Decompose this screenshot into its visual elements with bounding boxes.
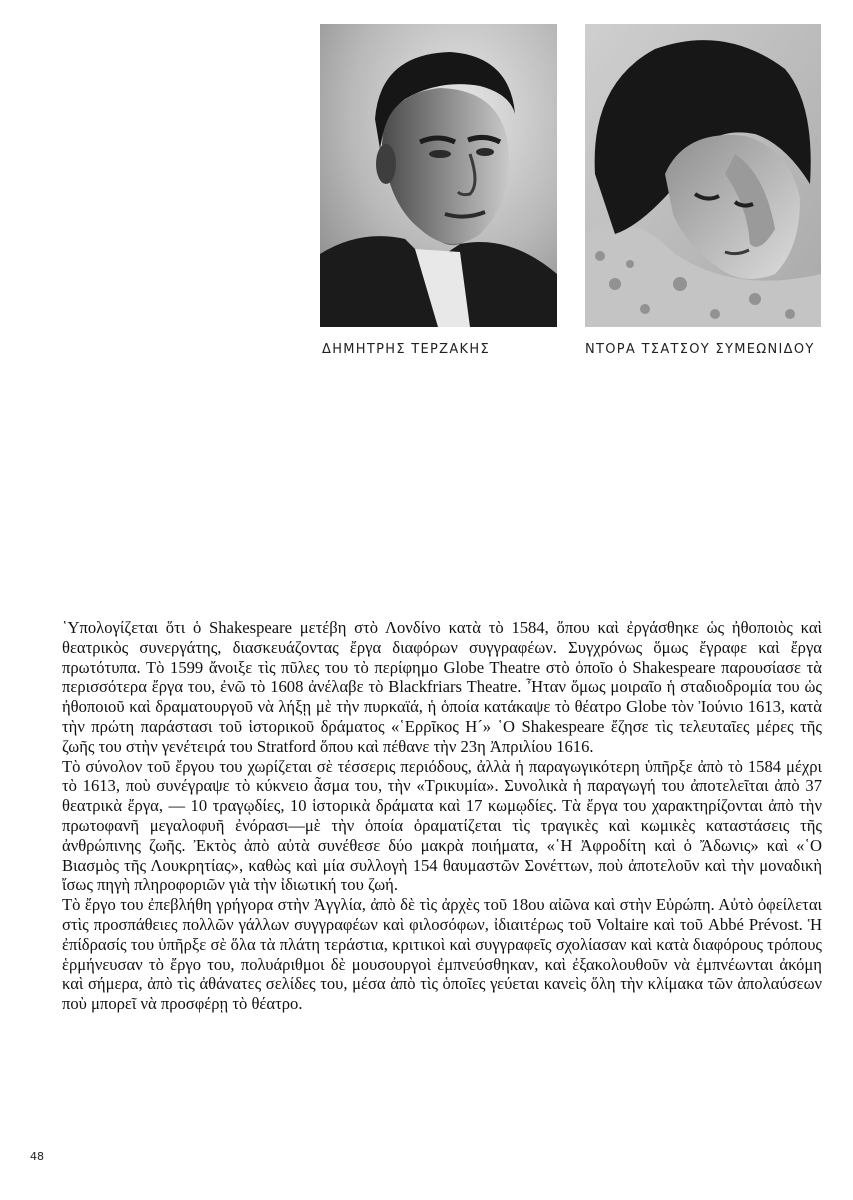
- article-body: [62, 618, 822, 1014]
- page-number: 48: [30, 1150, 44, 1163]
- article-paragraph-3: Τὸ ἔργο του ἐπεβλήθη γρήγορα στὴν Ἀγγλία, ἀπὸ δὲ τὶς ἀρχὲς τοῦ 18ου αἰῶνα καὶ στὴν Εὐρώπη. Αὐτὸ ὀφείλεται στὶς προσπάθειες πολλῶν γάλλων συγγραφέων καὶ φιλοσόφων, ἰδιαιτέρως τοῦ Voltaire καὶ τοῦ Abbé Prévost. Ἡ ἐπίδρασίς του ὑπῆρξε σὲ ὅλα τὰ πλάτη τεράστια, κριτικοὶ καὶ συγγραφεῖς σχολίασαν καὶ κατὰ διαφόρους τρόπους ἑρμήνευσαν τὸ ἔργο του, πολυάριθμοι δὲ μουσουργοὶ ἐμπνεύσθηκαν, καὶ ἐξακολουθοῦν νὰ ἐμπνέωνται ἀκόμη καὶ σήμερα, ἀπὸ τὶς ἀθάνατες σελίδες του, μέσα ἀπὸ τὶς ὁποῖες γεύεται κανεὶς ὅλη τὴν κλίμακα τῶν ἀπολαύσεων ποὺ μπορεῖ νὰ προσφέρῃ τὸ θέατρο.: [62, 895, 822, 1014]
- portrait-caption-terzakis: ΔΗΜΗΤΡΗΣ ΤΕΡΖΑΚΗΣ: [322, 342, 490, 357]
- portrait-photo-terzakis: [320, 24, 557, 327]
- portrait-photo-tsatsou: [585, 24, 821, 327]
- article-paragraph-2: Τὸ σύνολον τοῦ ἔργου του χωρίζεται σὲ τέσσερις περιόδους, ἀλλὰ ἡ παραγωγικότερη ὑπῆρξε ἀπὸ τὸ 1584 μέχρι τὸ 1613, ποὺ συνέγραψε τὸ κύκνειο ἆσμα του, τὴν «Τρικυμία». Συνολικὰ ἡ παραγωγή του ἀποτελεῖται ἀπὸ 37 θεατρικὰ ἔργα, — 10 τραγῳδίες, 10 ἱστορικὰ δράματα καὶ 17 κωμῳδίες. Τὰ ἔργα του χαρακτηρίζονται ἀπὸ τὴν πρωτοφανῆ μεγαλοφυῆ ἐνόρασι—μὲ τὴν ὁποία ὁραματίζεται τὶς τραγικὲς καὶ κωμικὲς καταστάσεις τῆς ἀνθρώπινης ζωῆς. Ἐκτὸς ἀπὸ αὐτὰ συνέθεσε δύο μακρὰ ποιήματα, «῾Η Ἀφροδίτη καὶ ὁ Ἄδωνις» καὶ «῾Ο Βιασμὸς τῆς Λουκρητίας», καθὼς καὶ μία συλλογὴ 154 θαυμαστῶν Σονέττων, ποὺ ἀποτελοῦν καὶ τὴν μοναδικὴ ἴσως πηγὴ πληροφοριῶν γιὰ τὴν ἰδιωτική του ζωή.: [62, 756, 822, 895]
- man-portrait-photo-icon: [320, 24, 557, 327]
- article-paragraph-1: ῾Υπολογίζεται ὅτι ὁ Shakespeare μετέβη στὸ Λονδίνο κατὰ τὸ 1584, ὅπου καὶ ἐργάσθηκε ὡς ἠθοποιὸς καὶ θεατρικὸς συνεργάτης, διασκευάζοντας ἔργα διαφόρων συγγραφέων. Συγχρόνως ὅμως ἔγραφε καὶ ἔργα πρωτότυπα. Τὸ 1599 ἄνοιξε τὶς πῦλες του τὸ περίφημο Globe Theatre στὸ ὁποῖο ὁ Shakespeare παρουσίασε τὰ περισσότερα ἔργα του, ἐνῶ τὸ 1608 ἀνέλαβε τὸ Blackfriars Theatre. Ἦταν ὅμως μοιραῖο ἡ σταδιοδρομία του ὡς ἠθοποιοῦ καὶ δραματουργοῦ νὰ λήξῃ μὲ τὴν πυρκαϊά, ἡ ὁποία κατάκαψε τὸ θέατρο Globe τὸν Ἰούνιο 1613, κατὰ τὴν πρώτη παράστασι τοῦ ἱστορικοῦ δράματος «῾Ερρῖκος Η´» ῾Ο Shakespeare ἔζησε τὶς τελευταῖες μέρες τῆς ζωῆς του στὴν γενέτειρά του Stratford ὅπου καὶ πέθανε τὴν 23η Ἀπριλίου 1616.: [62, 618, 822, 756]
- portrait-caption-tsatsou: ΝΤΟΡΑ ΤΣΑΤΣΟΥ ΣΥΜΕΩΝΙΔΟΥ: [585, 342, 815, 357]
- woman-portrait-photo-icon: [585, 24, 821, 327]
